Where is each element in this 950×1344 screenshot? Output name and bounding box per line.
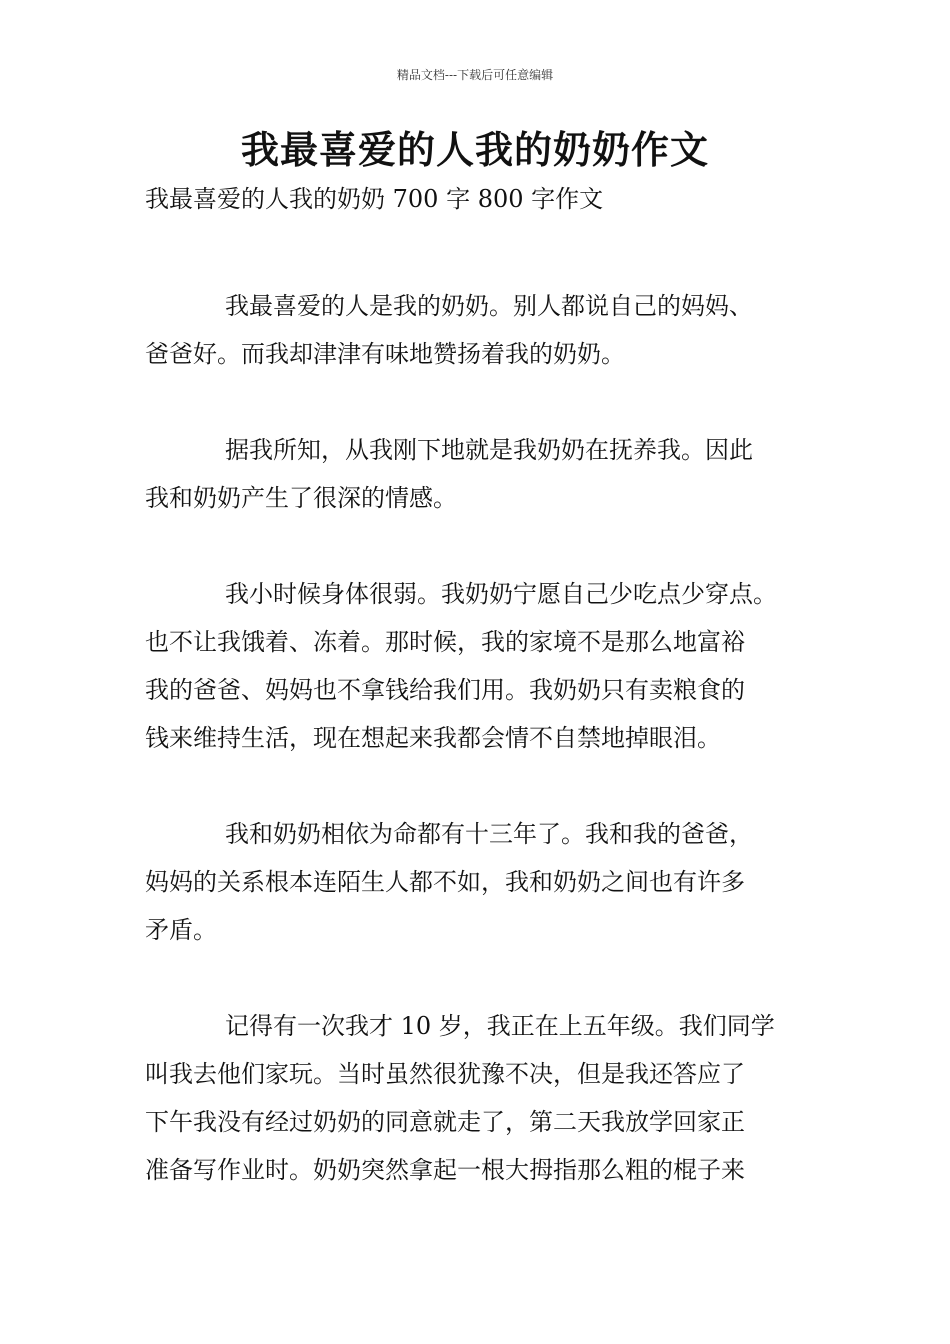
paragraph-line: 也不让我饿着、冻着。那时候，我的家境不是那么地富裕 [145, 628, 745, 656]
paragraph-line: 记得有一次我才 10 岁，我正在上五年级。我们同学 [225, 1012, 775, 1040]
paragraph-line: 我的爸爸、妈妈也不拿钱给我们用。我奶奶只有卖粮食的 [145, 676, 745, 704]
document-title: 我最喜爱的人我的奶奶作文 [240, 127, 709, 172]
paragraph-line: 叫我去他们家玩。当时虽然很犹豫不决，但是我还答应了 [145, 1060, 745, 1088]
paragraph-4 [145, 810, 835, 954]
header-note: 精品文档---下载后可任意编辑 [396, 68, 554, 82]
paragraph-line: 我小时候身体很弱。我奶奶宁愿自己少吃点少穿点。 [225, 580, 777, 608]
paragraph-line: 我和奶奶产生了很深的情感。 [145, 484, 457, 512]
paragraph-line: 钱来维持生活，现在想起来我都会情不自禁地掉眼泪。 [145, 724, 721, 752]
paragraph-3 [145, 570, 835, 762]
paragraph-line: 我和奶奶相依为命都有十三年了。我和我的爸爸， [225, 820, 753, 848]
paragraph-line: 准备写作业时。奶奶突然拿起一根大拇指那么粗的棍子来 [145, 1156, 745, 1184]
paragraph-2 [145, 426, 835, 522]
paragraph-line: 矛盾。 [145, 916, 217, 944]
paragraph-line: 我最喜爱的人是我的奶奶。别人都说自己的妈妈、 [225, 292, 753, 320]
paragraph-5 [145, 1002, 835, 1194]
article-body [145, 282, 835, 1242]
paragraph-1 [145, 282, 835, 378]
paragraph-line: 据我所知，从我刚下地就是我奶奶在抚养我。因此 [225, 436, 753, 464]
paragraph-line: 下午我没有经过奶奶的同意就走了，第二天我放学回家正 [145, 1108, 745, 1136]
paragraph-line: 爸爸好。而我却津津有味地赞扬着我的奶奶。 [145, 340, 625, 368]
paragraph-line: 妈妈的关系根本连陌生人都不如，我和奶奶之间也有许多 [145, 868, 745, 896]
document-subtitle: 我最喜爱的人我的奶奶 700 字 800 字作文 [145, 185, 604, 213]
